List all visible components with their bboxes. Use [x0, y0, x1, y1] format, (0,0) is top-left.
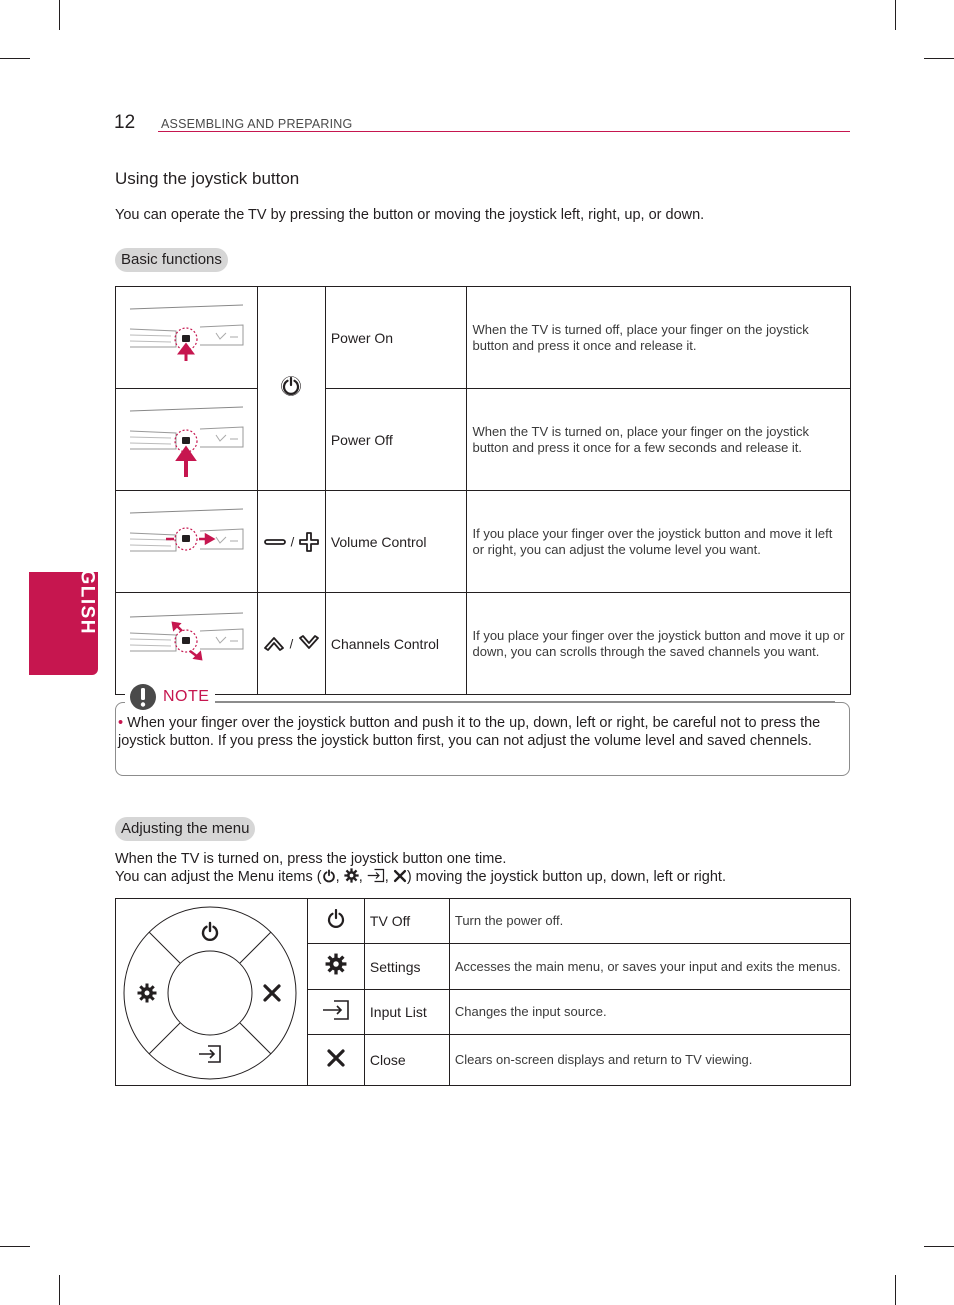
icon-separator: / — [290, 534, 295, 549]
note-bullet: • — [118, 715, 124, 731]
function-name: Power Off — [325, 389, 467, 491]
power-icon — [281, 376, 301, 396]
function-description: When the TV is turned on, place your finger on the joystick button and press it once for a few seconds and release it. — [467, 389, 851, 491]
warning-icon — [129, 683, 157, 711]
crop-mark — [59, 1275, 60, 1305]
chapter-title: ASSEMBLING AND PREPARING — [161, 117, 353, 131]
menu-intro-line1: When the TV is turned on, press the joystick button one time. — [115, 851, 507, 867]
power-icon — [322, 869, 336, 883]
icon-separator: , — [384, 869, 389, 885]
settings-icon — [344, 868, 359, 883]
joystick-illustration — [116, 389, 258, 491]
menu-intro-line2 — [115, 868, 726, 886]
icon-separator: , — [358, 869, 363, 885]
icon-separator: , — [335, 869, 340, 885]
table-row — [116, 593, 851, 695]
function-description: If you place your finger over the joystick button and move it up or down, you can scrolls through the saved channels you want. — [467, 593, 851, 695]
channel-up-icon — [263, 635, 285, 651]
menu-item-description: Clears on-screen displays and return to TV viewing. — [449, 1035, 850, 1086]
language-tab — [29, 540, 98, 675]
crop-mark — [924, 58, 954, 59]
joystick-menu-diagram — [116, 899, 308, 1086]
note-divider — [215, 701, 835, 702]
section-intro: You can operate the TV by pressing the button or moving the joystick left, right, up, or down. — [115, 207, 705, 223]
crop-mark — [895, 0, 896, 30]
input-list-icon — [367, 868, 385, 883]
volume-icon-cell — [258, 491, 326, 593]
crop-mark — [59, 0, 60, 30]
function-description: When the TV is turned off, place your finger on the joystick button and press it once and release it. — [467, 287, 851, 389]
joystick-illustration — [116, 287, 258, 389]
table-row — [116, 389, 851, 491]
channel-icon-cell — [258, 593, 326, 695]
menu-item-description: Accesses the main menu, or saves your input and exits the menus. — [449, 944, 850, 990]
note-text: When your finger over the joystick button and push it to the up, down, left or right, be careful not to press the joystick button. If you press the joystick button first, you can not adjust the volume level and saved chennels. — [118, 715, 821, 749]
close-icon-cell — [307, 1035, 364, 1086]
close-icon — [326, 1048, 346, 1068]
table-row — [116, 899, 851, 944]
note-heading — [125, 683, 215, 711]
note-text-block — [118, 714, 844, 750]
crop-mark — [895, 1275, 896, 1305]
page-number: 12 — [114, 112, 136, 133]
input-list-icon-cell — [307, 990, 364, 1035]
input-list-icon — [322, 1000, 350, 1020]
settings-icon — [325, 953, 347, 975]
tv-off-icon-cell — [307, 899, 364, 944]
joystick-illustration — [116, 593, 258, 695]
menu-item-description: Changes the input source. — [449, 990, 850, 1035]
crop-mark — [0, 58, 30, 59]
volume-plus-icon — [299, 532, 319, 552]
power-icon-cell — [258, 287, 326, 491]
basic-functions-table — [115, 286, 851, 695]
function-name: Channels Control — [325, 593, 467, 695]
section-title: Using the joystick button — [115, 169, 300, 188]
menu-intro-pre: You can adjust the Menu items ( — [115, 869, 322, 885]
basic-functions-heading: Basic functions — [115, 248, 228, 272]
joystick-illustration — [116, 491, 258, 593]
settings-icon-cell — [307, 944, 364, 990]
channel-down-icon — [298, 635, 320, 651]
close-icon — [393, 869, 407, 883]
crop-mark — [924, 1246, 954, 1247]
menu-item-label: Input List — [364, 990, 449, 1035]
function-name: Power On — [325, 287, 467, 389]
function-description: If you place your finger over the joystick button and move it left or right, you can adjust the volume level you want. — [467, 491, 851, 593]
menu-intro — [115, 850, 726, 886]
header-rule — [158, 131, 850, 132]
function-name: Volume Control — [325, 491, 467, 593]
menu-table — [115, 898, 851, 1086]
table-row — [116, 491, 851, 593]
table-row — [116, 287, 851, 389]
language-label: ENGLISH — [76, 540, 98, 635]
crop-mark — [0, 1246, 30, 1247]
power-icon — [326, 909, 346, 929]
volume-minus-icon — [264, 536, 286, 548]
menu-intro-post: ) moving the joystick button up, down, left or right. — [406, 869, 726, 885]
menu-item-label: Settings — [364, 944, 449, 990]
menu-item-label: TV Off — [364, 899, 449, 944]
menu-item-description: Turn the power off. — [449, 899, 850, 944]
diagram-settings-icon — [138, 984, 157, 1003]
icon-separator: / — [289, 635, 294, 651]
adjusting-menu-heading: Adjusting the menu — [115, 817, 255, 841]
menu-item-label: Close — [364, 1035, 449, 1086]
note-label: NOTE — [163, 688, 210, 705]
